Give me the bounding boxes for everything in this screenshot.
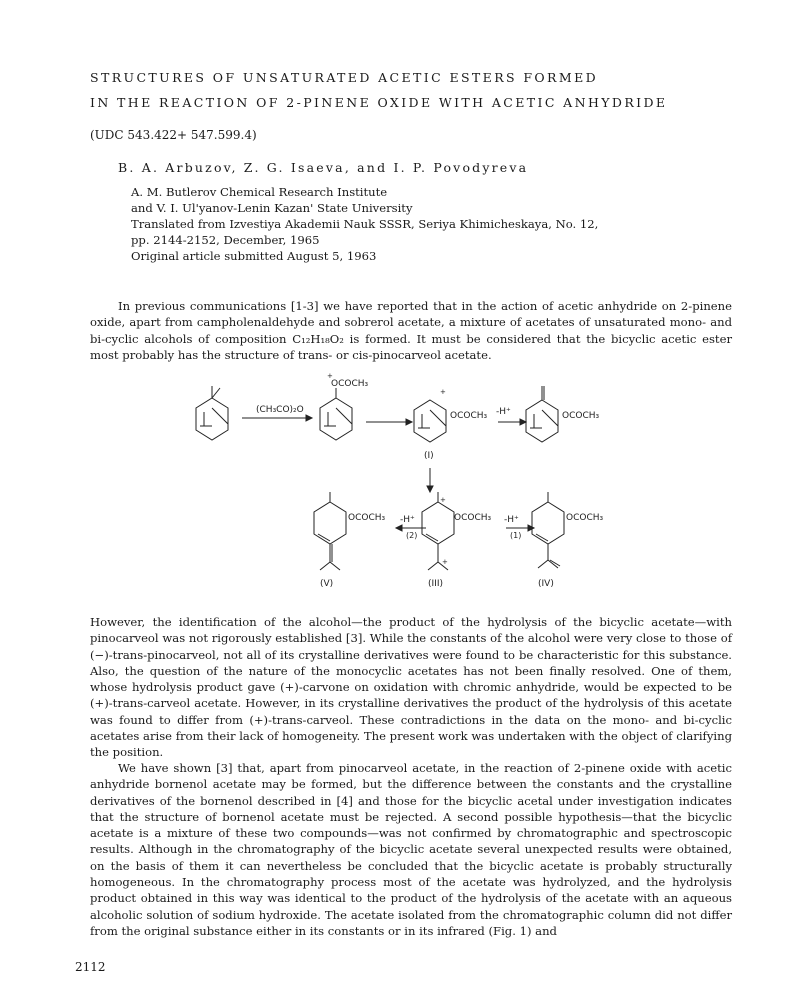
arrow-number: (2) <box>406 531 418 540</box>
compound-label-I: (I) <box>424 451 434 461</box>
paragraph-2 <box>90 614 732 761</box>
paragraph-3 <box>90 760 732 939</box>
pinocarveol-acetate-structure <box>526 386 558 442</box>
compound-label-III: (III) <box>428 579 443 589</box>
submission-date: Original article submitted August 5, 1963 <box>131 249 377 264</box>
paragraph-text: We have shown [3] that, apart from pinocarveol acetate, in the reaction of 2-pinene oxide with acetic anhydride bornenol acetate may be formed, but the difference between the constants and the crystalline derivatives of the bornenol described in [4] and those for the bicyclic acetal under investigation indicates that the structure of bornenol acetate must be rejected. A second possible hypothesis—that the bicyclic acetate is a mixture of these two compounds—was not confirmed by chromatographic and spectroscopic results. Although in the chromatography of the bicyclic acetate several unexpected results were obtained, on the basis of them it can nevertheless be concluded that the bicyclic acetate is probably structurally homogeneous. In the chromatography process most of the acetate was hydrolyzed, and the hydrolysis product obtained in this way was identical to the product of the hydrolysis of the acetate with an aqueous alcoholic solution of sodium hydroxide. The acetate isolated from the chromatographic column did not differ from the original substance either in its constants or in its infrared (Fig. 1) and <box>90 761 732 938</box>
compound-label-IV: (IV) <box>538 579 554 589</box>
intermediate-structure <box>320 388 352 440</box>
page-number: 2112 <box>75 960 106 974</box>
minus-h-label: -H⁺ <box>504 515 519 525</box>
affiliation-line: A. M. Butlerov Chemical Research Institute <box>131 185 388 199</box>
authors: B. A. Arbuzov, Z. G. Isaeva, and I. P. Povodyreva <box>118 160 529 175</box>
pinene-oxide-structure <box>196 386 228 440</box>
article-title-line-1: STRUCTURES OF UNSATURATED ACETIC ESTERS FORMED <box>90 70 599 85</box>
reagent-label: (CH₃CO)₂O <box>256 405 304 415</box>
compound-IV-structure <box>532 492 564 568</box>
arrow-number: (1) <box>510 531 522 540</box>
ococh3-label: OCOCH₃ <box>450 411 488 421</box>
affiliation-block <box>131 184 598 264</box>
paragraph-1 <box>90 298 732 363</box>
article-title-line-2: IN THE REACTION OF 2-PINENE OXIDE WITH ACETIC ANHYDRIDE <box>90 95 668 110</box>
translation-note: Translated from Izvestiya Akademii Nauk SSSR, Seriya Khimicheskaya, No. 12, <box>131 217 599 232</box>
udc-code: (UDC 543.422+ 547.599.4) <box>90 128 257 142</box>
ococh3-label: OCOCH₃ <box>454 513 492 523</box>
compound-V-structure <box>314 492 346 570</box>
paragraph-text: However, the identification of the alcohol—the product of the hydrolysis of the bicyclic acetate—with pinocarveol was not rigorously established [3]. While the constants of the alcohol were very close to those of (−)-trans-pinocarveol, not all of its crystalline derivatives were found to be characteristic for this substance. Also, the question of the nature of the monocyclic acetates has not been finally resolved. One of them, whose hydrolysis product gave (+)-carvone on oxidation with chromic anhydride, would be expected to be (+)-trans-carveol acetate. However, in its crystalline derivatives the product of the hydrolysis of this acetate was found to differ from (+)-trans-carveol. These contradictions in the data on the mono- and bi-cyclic acetates arise from their lack of homogeneity. The present work was undertaken with the object of clarifying the position. <box>90 615 732 760</box>
charge-label: + <box>327 372 333 380</box>
charge-label: + <box>442 558 448 566</box>
affiliation-line: and V. I. Ul'yanov-Lenin Kazan' State University <box>131 201 413 216</box>
minus-h-label: -H⁺ <box>400 515 415 525</box>
minus-h-label: -H⁺ <box>496 407 511 417</box>
charge-label: + <box>440 388 446 396</box>
paragraph-text: In previous communications [1-3] we have reported that in the action of acetic anhydride on 2-pinene oxide, apart from campholenaldehyde and sobrerol acetate, a mixture of acetates of unsaturated mono- and bi-cyclic alcohols of composition C₁₂H₁₈O₂ is formed. It must be considered that the bicyclic acetic ester most probably has the structure of trans- or cis-pinocarveol acetate. <box>90 299 732 362</box>
pages-note: pp. 2144-2152, December, 1965 <box>131 233 320 248</box>
ococh3-label: OCOCH₃ <box>566 513 604 523</box>
cation-I-structure <box>414 400 446 442</box>
compound-III-structure <box>422 492 454 570</box>
charge-label: + <box>440 496 446 504</box>
compound-label-V: (V) <box>320 579 334 589</box>
top-substituent-label: OCOCH₃ <box>331 379 369 389</box>
reaction-scheme <box>190 372 630 594</box>
ococh3-label: OCOCH₃ <box>562 411 600 421</box>
ococh3-label: OCOCH₃ <box>348 513 386 523</box>
